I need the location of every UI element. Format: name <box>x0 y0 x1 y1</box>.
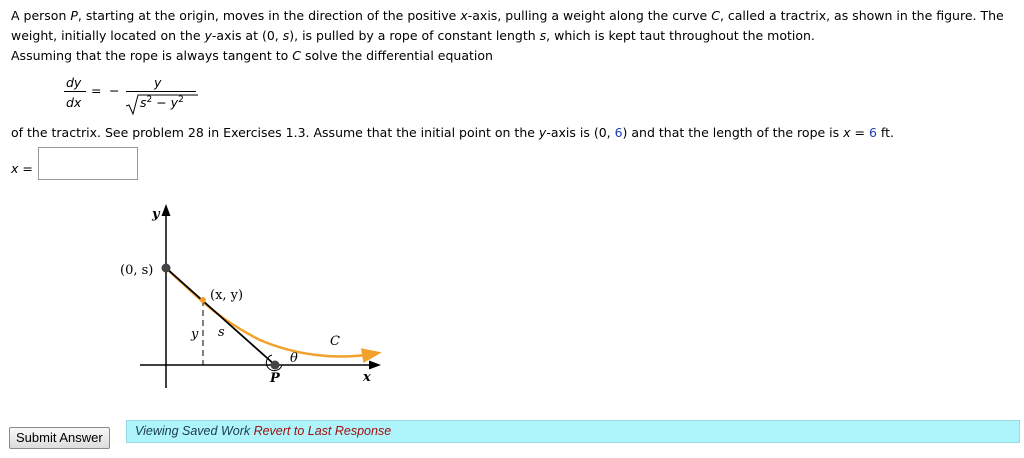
var-c: C <box>711 8 720 23</box>
var-x: x <box>460 8 468 23</box>
text: A person <box>11 8 71 23</box>
status-bar <box>126 420 1020 443</box>
x-axis-label: x <box>363 370 371 385</box>
s-length-label: s <box>218 325 225 340</box>
text: , starting at the origin, moves in the direction of the positive <box>77 8 461 23</box>
rope-length-value: 6 <box>868 125 877 140</box>
p-label: P <box>270 371 280 386</box>
var-c: C <box>292 48 301 63</box>
var-p: P <box>70 8 78 23</box>
formula-minus: − <box>109 83 120 98</box>
curve-point-label: (x, y) <box>210 288 244 303</box>
y-length-label: y <box>191 327 199 342</box>
text: , which is kept taut throughout the motion. <box>546 28 815 43</box>
text: Assuming that the rope is always tangent to <box>11 48 293 63</box>
var-s: s <box>539 28 547 43</box>
c-curve-label: C <box>330 334 340 349</box>
formula-numerator: y <box>154 75 162 90</box>
formula-equals: = <box>91 83 102 98</box>
text: solve the differential equation <box>300 48 493 63</box>
submit-answer-button[interactable]: Submit Answer <box>9 427 110 449</box>
text: ), is pulled by a rope of constant length <box>289 28 540 43</box>
curve-point-dot <box>200 297 206 303</box>
formula-dx: dx <box>66 95 82 110</box>
formula-dy: dy <box>66 75 82 90</box>
problem-conditions: of the tractrix. See problem 28 in Exercises 1.3. Assume that the initial point on the y-axis is (0, 6) and that the length of the rope is x = 6 ft. <box>11 125 894 140</box>
var-s: s <box>282 28 290 43</box>
answer-label: x = <box>11 161 33 176</box>
start-point-dot <box>162 264 171 273</box>
revert-link[interactable]: Revert to Last Response <box>253 424 392 438</box>
initial-value: 6 <box>614 125 623 140</box>
formula-denominator: $s^2 - y^2$ <box>140 95 184 111</box>
problem-statement <box>11 6 1011 66</box>
tractrix-curve <box>166 268 372 356</box>
text: -axis at (0, <box>211 28 283 43</box>
text: , called a tractrix, as shown in the figure. The weight, initially located on the <box>11 8 1004 43</box>
rope-line <box>166 268 275 365</box>
problem-paragraph <box>11 46 1011 66</box>
theta-label: θ <box>290 351 298 366</box>
fraction-bar <box>64 91 86 92</box>
start-point-label: (0, s) <box>120 263 154 278</box>
answer-input[interactable] <box>38 147 138 180</box>
fraction-bar <box>126 91 196 92</box>
y-axis-label: y <box>152 207 160 222</box>
var-y: y <box>204 28 212 43</box>
viewing-saved-work-text: Viewing Saved Work <box>135 424 254 438</box>
text: -axis, pulling a weight along the curve <box>467 8 712 23</box>
person-p-dot <box>271 361 280 370</box>
differential-equation <box>62 75 212 115</box>
problem-paragraph <box>11 6 1011 46</box>
tractrix-figure <box>110 200 400 400</box>
